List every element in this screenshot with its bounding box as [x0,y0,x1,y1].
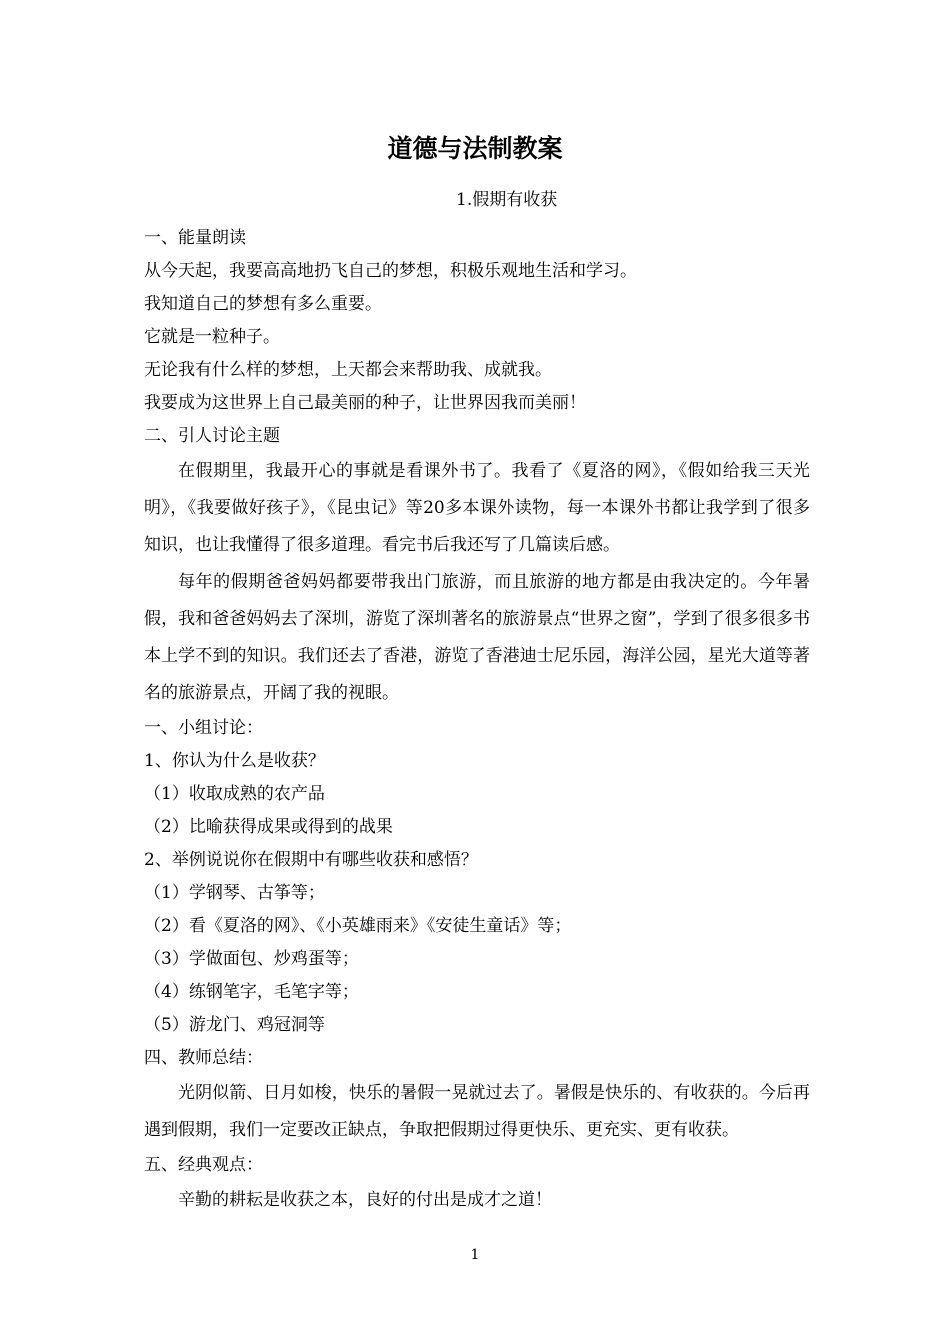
question-2: 2、举例说说你在假期中有哪些收获和感悟？ [144,850,478,870]
answer-item: （1）收取成熟的农产品 [144,784,325,804]
paragraph-teacher-summary: 光阴似箭、日月如梭，快乐的暑假一晃就过去了。暑假是快乐的、有收获的。今后再遇到假期，我们一定要改正缺点，争取把假期过得更快乐、更充实、更有收获。 [144,1083,810,1140]
document-body [144,222,810,1219]
answer-item: （3）学做面包、炒鸡蛋等； [144,949,359,969]
reading-line: 无论我有什么样的梦想，上天都会来帮助我、成就我。 [144,360,552,380]
answer-item: （2）比喻获得成果或得到的战果 [144,817,393,837]
section-heading-classic-view: 五、经典观点： [144,1155,263,1175]
question-1: 1、你认为什么是收获？ [144,751,325,771]
document-title: 道德与法制教案 [387,134,563,163]
section-heading-teacher-summary: 四、教师总结： [144,1048,263,1068]
section-heading-group-discussion: 一、小组讨论： [144,718,263,738]
answer-item: （1）学钢琴、古筝等； [144,883,325,903]
reading-line: 我要成为这世界上自己最美丽的种子，让世界因我而美丽！ [144,393,586,413]
section-heading-energy-reading: 一、能量朗读 [144,228,246,248]
paragraph-reading-books: 在假期里，我最开心的事就是看课外书了。我看了《夏洛的网》，《假如给我三天光明》，《我要做好孩子》，《昆虫记》等20多本课外读物，每一本课外书都让我学到了很多知识，也让我懂得了很多道理。看完书后我还写了几篇读后感。 [144,461,810,555]
reading-line: 从今天起，我要高高地扔飞自己的梦想，积极乐观地生活和学习。 [144,261,637,281]
lesson-subtitle: 1.假期有收获 [456,190,558,210]
answer-item: （2）看《夏洛的网》、《小英雄雨来》《安徒生童话》等； [144,916,572,936]
reading-line: 我知道自己的梦想有多么重要。 [144,294,382,314]
answer-item: （5）游龙门、鸡冠洞等 [144,1015,325,1035]
section-heading-discussion-topic: 二、引人讨论主题 [144,426,280,446]
paragraph-classic-view: 辛勤的耕耘是收获之本，良好的付出是成才之道！ [178,1190,552,1210]
paragraph-travel: 每年的假期爸爸妈妈都要带我出门旅游，而且旅游的地方都是由我决定的。今年暑假，我和爸爸妈妈去了深圳，游览了深圳著名的旅游景点“世界之窗”，学到了很多很多书本上学不到的知识。我们还去了香港，游览了香港迪士尼乐园，海洋公园，星光大道等著名的旅游景点，开阔了我的视眼。 [144,572,810,703]
page-number: 1 [470,1247,480,1263]
answer-item: （4）练钢笔字，毛笔字等； [144,982,359,1002]
reading-line: 它就是一粒种子。 [144,327,280,347]
